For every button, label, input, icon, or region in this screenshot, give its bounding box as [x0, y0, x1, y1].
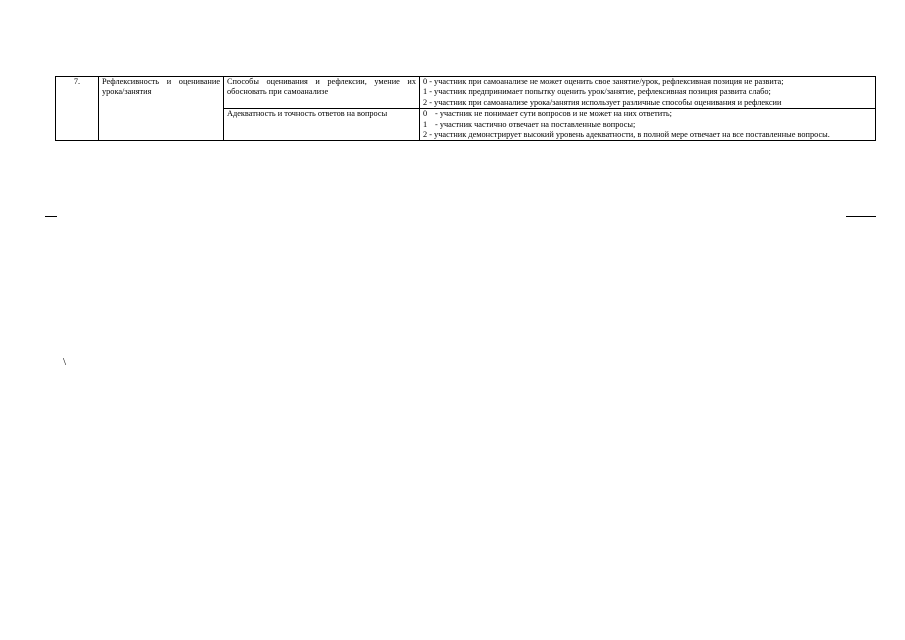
level-text: 2 - участник демонстрирует высокий уровень адекватности, в полной мере отвечает на все поставленные вопросы. [423, 130, 830, 140]
row-number: 7. [56, 77, 99, 141]
divider [45, 216, 57, 217]
indicator-cell: Способы оценивания и рефлексии, умение их обосновать при самоанализе [224, 77, 420, 109]
level-description [423, 130, 872, 140]
level-description: 1 - участник предпринимает попытку оценить урок/занятие, рефлексивная позиция развита слабо; [423, 87, 771, 97]
levels-cell [420, 109, 876, 141]
table-row [56, 77, 876, 109]
level-description: 2 - участник при самоанализе урока/занятия использует различные способы оценивания и рефлексии [423, 97, 782, 107]
levels-cell [420, 77, 876, 109]
level-text: - участник частично отвечает на поставленные вопросы; [435, 119, 636, 129]
level-number: 0 [423, 109, 428, 119]
level-description [423, 120, 872, 130]
level-description [423, 109, 872, 119]
evaluation-criteria-table [55, 76, 876, 141]
criterion-cell: Рефлексивность и оценивание урока/занятия [99, 77, 224, 141]
level-description: 0 - участник при самоанализе не может оценить свое занятие/урок, рефлексивная позиция не развита; [423, 77, 784, 86]
divider [846, 216, 876, 217]
indicator-cell: Адекватность и точность ответов на вопросы [224, 109, 420, 141]
level-number: 1 [423, 119, 428, 129]
stray-backslash: \ [63, 356, 67, 368]
level-text: - участник не понимает сути вопросов и не может на них ответить; [435, 109, 672, 119]
